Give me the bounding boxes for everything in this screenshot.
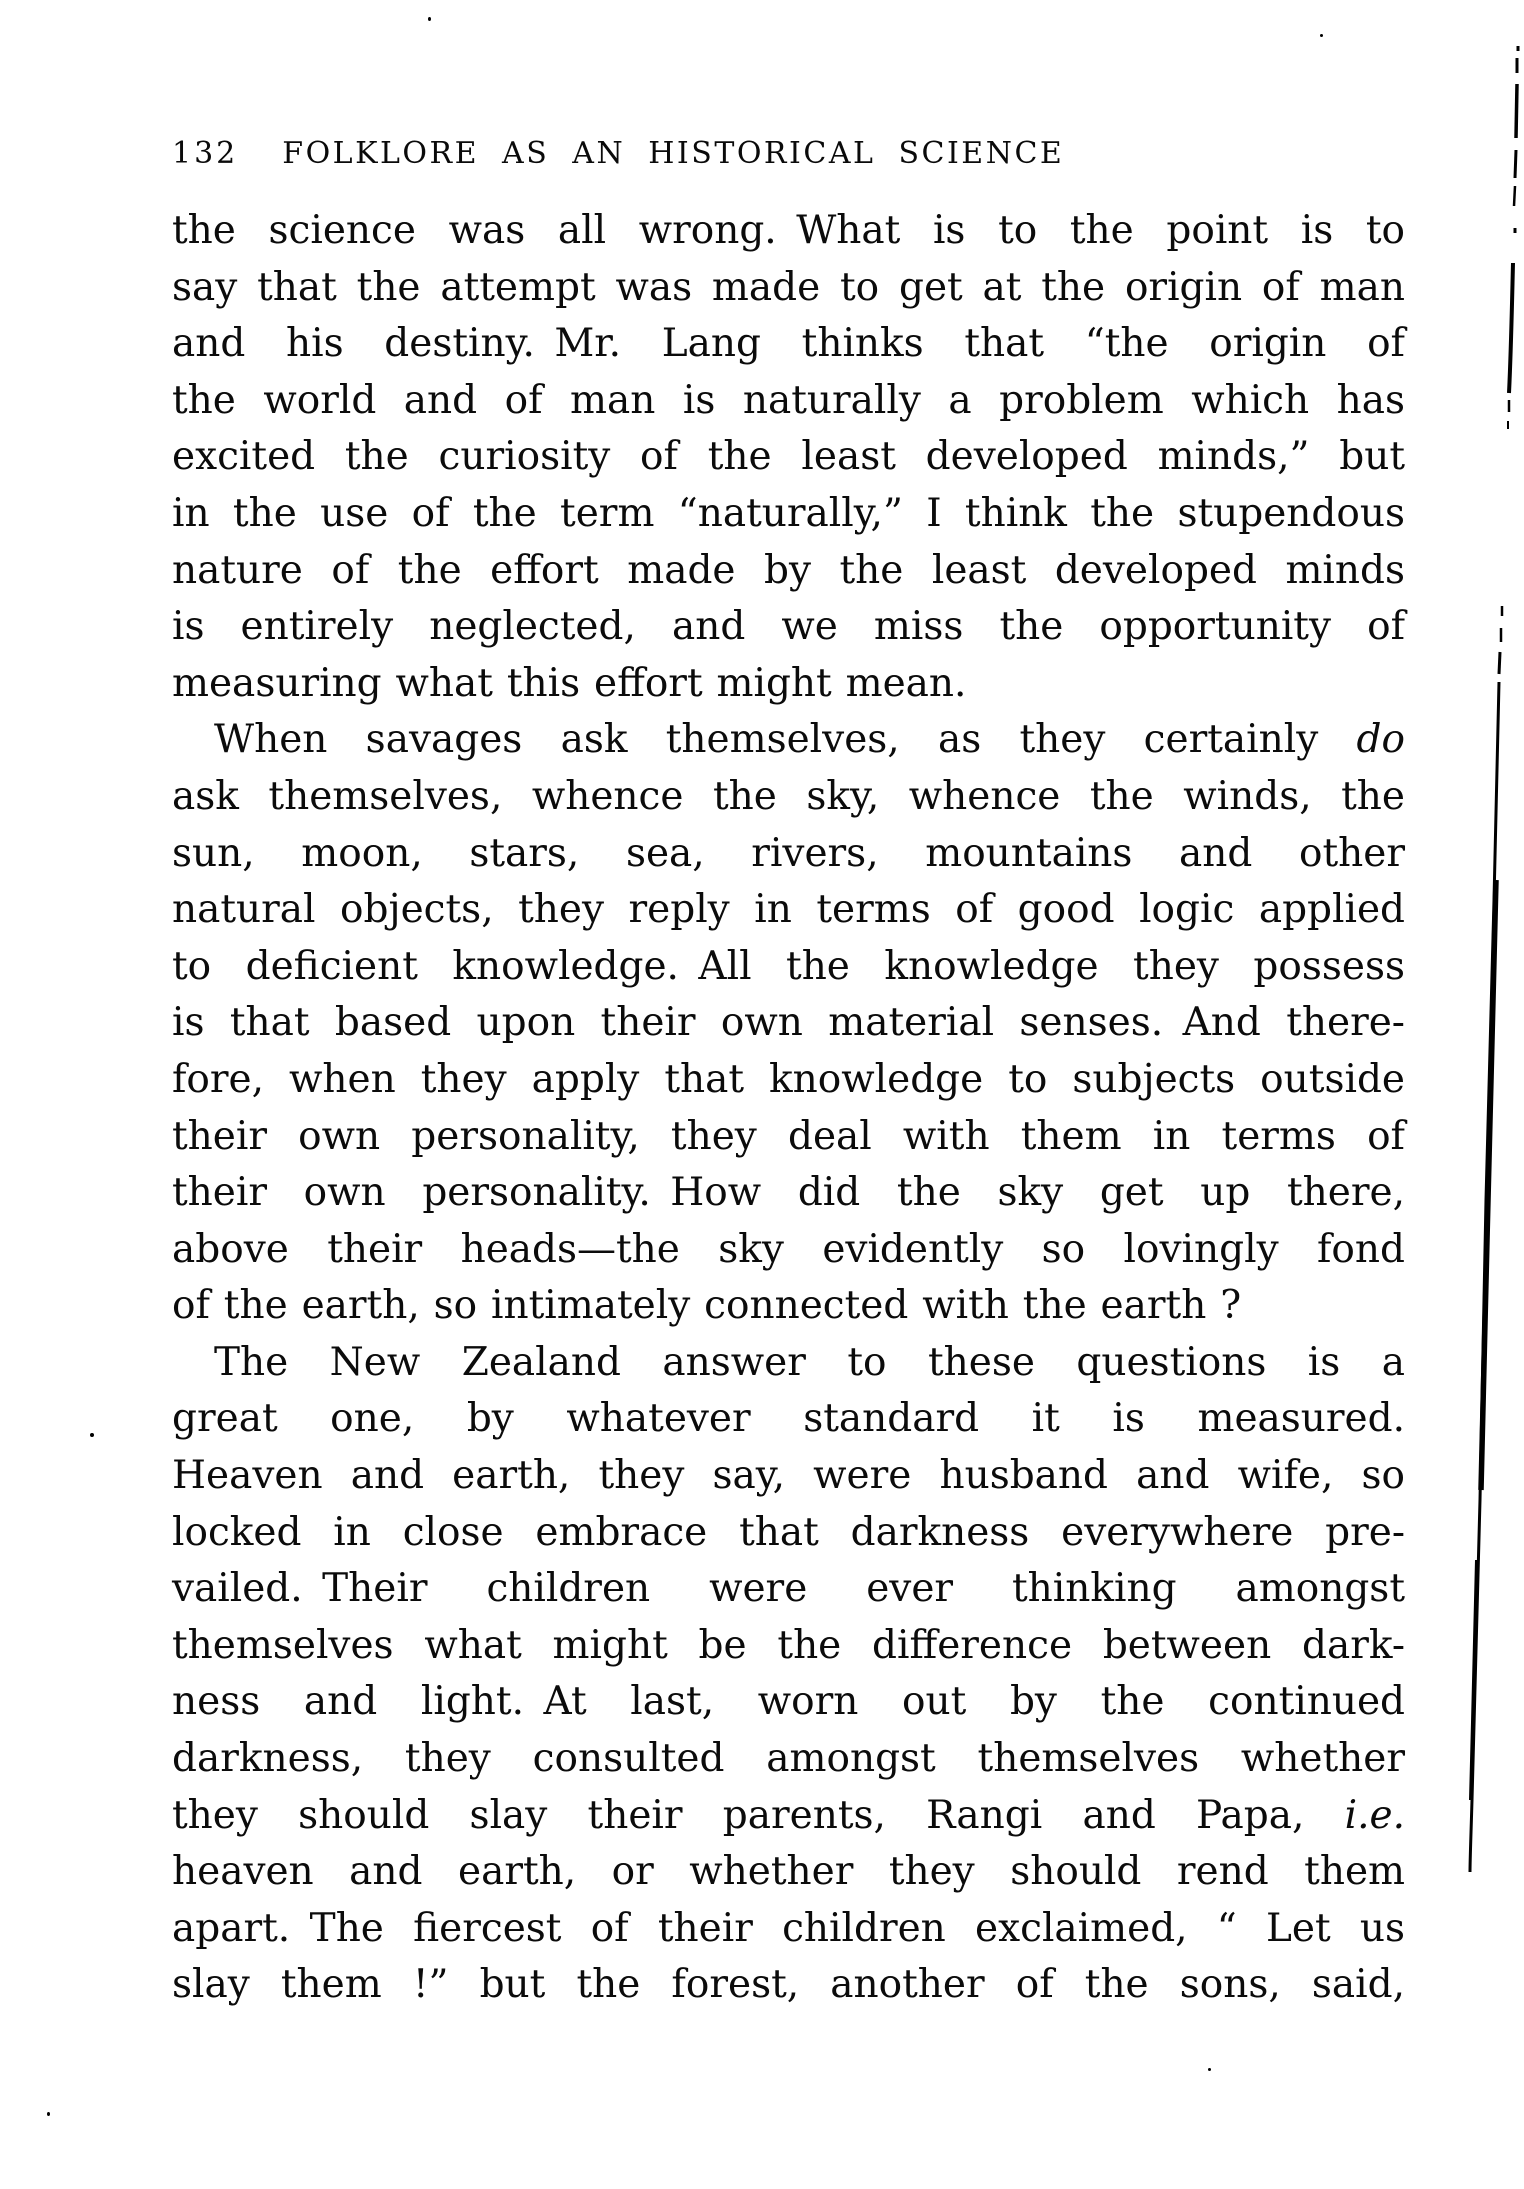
text-line: [172, 826, 1405, 883]
text-segment: sun, moon, stars, sea, rivers, mountains and other: [172, 830, 1405, 876]
text-segment: darkness, they consulted amongst themselves whether: [172, 1736, 1405, 1782]
text-segment: they should slay their parents, Rangi and Papa,: [172, 1792, 1345, 1838]
page-number: 132: [172, 136, 239, 171]
text-line: [172, 1278, 1405, 1335]
scan-speck: [1208, 2068, 1211, 2071]
text-line: [172, 656, 1405, 713]
text-segment: apart. The fiercest of their children exclaimed, “ Let us: [172, 1905, 1405, 1951]
paragraph: [172, 712, 1405, 1335]
text-line: [172, 1448, 1405, 1505]
text-segment: of the earth, so intimately connected with the earth ?: [172, 1283, 1242, 1329]
text-segment: to deficient knowledge. All the knowledge they possess: [172, 943, 1405, 989]
text-segment: excited the curiosity of the least developed minds,” but: [172, 434, 1405, 480]
text-line: [172, 203, 1405, 260]
text-line: [172, 1561, 1405, 1618]
text-segment: The New Zealand answer to these questions is a: [214, 1339, 1405, 1385]
scan-speck: [428, 17, 431, 21]
text-segment: natural objects, they reply in terms of good logic applied: [172, 887, 1405, 933]
text-line: [172, 1901, 1405, 1958]
text-line: [172, 543, 1405, 600]
text-line: [172, 1109, 1405, 1166]
text-segment: ask themselves, whence the sky, whence the winds, the: [172, 773, 1405, 819]
text-line: [172, 316, 1405, 373]
scan-speck: [90, 1433, 94, 1437]
text-line: [172, 769, 1405, 826]
text-line: [172, 599, 1405, 656]
text-segment: is entirely neglected, and we miss the opportunity of: [172, 604, 1405, 650]
text-segment: above their heads—the sky evidently so lovingly fond: [172, 1226, 1405, 1272]
text-segment: great one, by whatever standard it is measured.: [172, 1396, 1405, 1442]
text-segment: the world and of man is naturally a problem which has: [172, 377, 1405, 423]
italic-text: do: [1356, 717, 1405, 763]
text-segment: themselves what might be the difference between dark-: [172, 1622, 1405, 1668]
text-line: [172, 1674, 1405, 1731]
text-line: [172, 1052, 1405, 1109]
text-line: [172, 939, 1405, 996]
scan-speck: [1320, 34, 1323, 37]
text-line: [172, 429, 1405, 486]
running-header: [172, 136, 1064, 171]
text-line: [172, 1222, 1405, 1279]
text-segment: measuring what this effort might mean.: [172, 660, 967, 706]
text-segment: locked in close embrace that darkness everywhere pre-: [172, 1509, 1405, 1555]
text-line: [172, 260, 1405, 317]
text-segment: the science was all wrong. What is to the point is to: [172, 208, 1405, 253]
text-segment: slay them !” but the forest, another of the sons, said,: [172, 1962, 1405, 2008]
text-segment: ness and light. At last, worn out by the continued: [172, 1679, 1405, 1725]
text-segment: fore, when they apply that knowledge to subjects outside: [172, 1056, 1405, 1102]
italic-text: i.e.: [1344, 1792, 1405, 1838]
page-body: [172, 203, 1405, 2014]
text-segment: their own personality. How did the sky get up there,: [172, 1170, 1405, 1216]
text-line: [172, 1844, 1405, 1901]
text-line: [172, 1165, 1405, 1222]
text-segment: Heaven and earth, they say, were husband and wife, so: [172, 1453, 1405, 1499]
text-line: [172, 882, 1405, 939]
text-segment: is that based upon their own material senses. And there-: [172, 1000, 1405, 1046]
scan-speck: [47, 2112, 50, 2116]
text-line: [172, 712, 1405, 769]
text-segment: heaven and earth, or whether they should rend them: [172, 1849, 1405, 1895]
running-header-title: FOLKLORE AS AN HISTORICAL SCIENCE: [282, 136, 1065, 171]
text-line: [172, 995, 1405, 1052]
text-line: [172, 1957, 1405, 2014]
text-segment: When savages ask themselves, as they certainly: [214, 717, 1357, 763]
text-line: [172, 1391, 1405, 1448]
text-line: [172, 486, 1405, 543]
text-line: [172, 1618, 1405, 1675]
paragraph: [172, 1335, 1405, 2014]
text-segment: nature of the effort made by the least developed minds: [172, 547, 1405, 593]
text-segment: say that the attempt was made to get at the origin of man: [172, 264, 1405, 310]
text-segment: their own personality, they deal with them in terms of: [172, 1113, 1405, 1159]
text-line: [172, 1731, 1405, 1788]
paragraph: [172, 203, 1405, 712]
text-segment: vailed. Their children were ever thinking amongst: [172, 1566, 1405, 1612]
text-line: [172, 1788, 1405, 1845]
text-line: [172, 373, 1405, 430]
text-line: [172, 1505, 1405, 1562]
text-segment: in the use of the term “naturally,” I think the stupendous: [172, 490, 1405, 536]
text-line: [172, 1335, 1405, 1392]
text-segment: and his destiny. Mr. Lang thinks that “the origin of: [172, 321, 1405, 367]
